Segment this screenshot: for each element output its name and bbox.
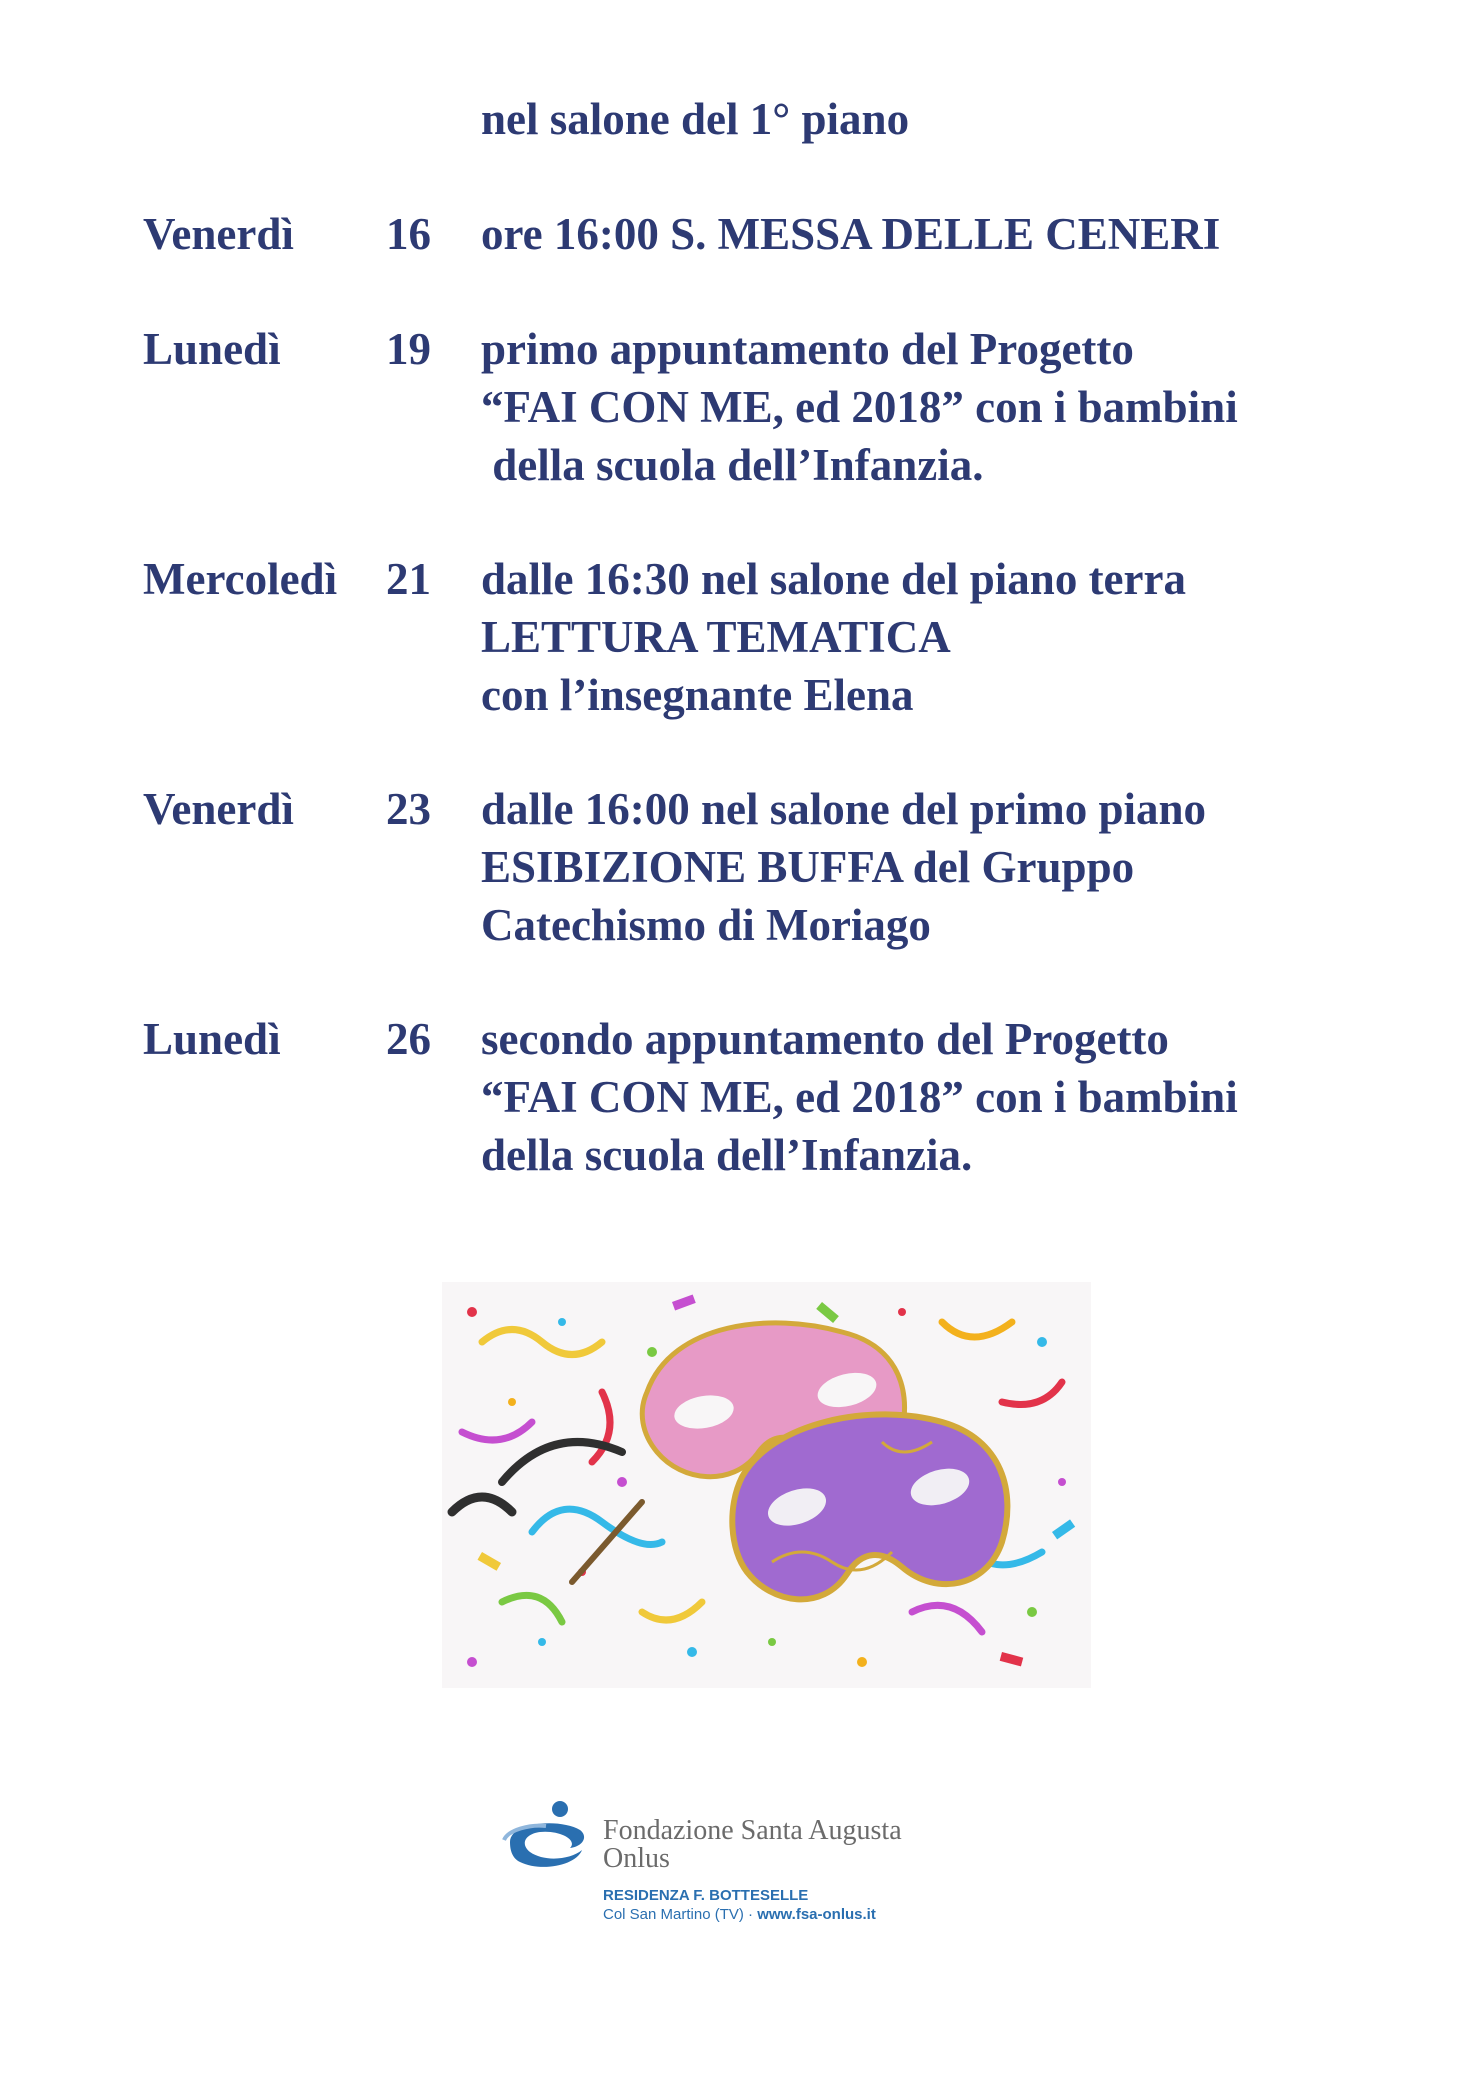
website-link[interactable]: www.fsa-onlus.it <box>757 1906 876 1923</box>
event-day: Lunedì <box>143 1014 281 1064</box>
residence-name: RESIDENZA F. BOTTESELLE <box>603 1887 809 1904</box>
event-description-line: della scuola dell’Infanzia. <box>481 1130 973 1180</box>
event-description-line: LETTURA TEMATICA <box>481 612 951 662</box>
event-day: Lunedì <box>143 324 281 374</box>
event-date-number: 16 <box>386 209 431 259</box>
event-description-line: “FAI CON ME, ed 2018” con i bambini <box>481 382 1238 432</box>
event-date-number: 26 <box>386 1014 431 1064</box>
event-date-number: 23 <box>386 784 431 834</box>
event-description-line: “FAI CON ME, ed 2018” con i bambini <box>481 1072 1238 1122</box>
event-date-number: 21 <box>386 554 431 604</box>
fondazione-logo-icon <box>500 1800 592 1870</box>
event-description-line: ESIBIZIONE BUFFA del Gruppo <box>481 842 1135 892</box>
event-description-line: ore 16:00 S. MESSA DELLE CENERI <box>481 209 1221 259</box>
organization-suffix: Onlus <box>603 1843 670 1874</box>
event-day: Mercoledì <box>143 554 338 604</box>
event-description-line: Catechismo di Moriago <box>481 900 931 950</box>
carnival-masks-image <box>442 1282 1091 1688</box>
intro-line: nel salone del 1° piano <box>481 94 910 144</box>
organization-name: Fondazione Santa Augusta <box>603 1815 902 1846</box>
address-text: Col San Martino (TV) · <box>603 1906 758 1923</box>
event-date-number: 19 <box>386 324 431 374</box>
event-description-line: dalle 16:30 nel salone del piano terra <box>481 554 1186 604</box>
event-description-line: secondo appuntamento del Progetto <box>481 1014 1169 1064</box>
event-day: Venerdì <box>143 784 294 834</box>
event-description-line: dalle 16:00 nel salone del primo piano <box>481 784 1207 834</box>
event-description-line: della scuola dell’Infanzia. <box>481 440 984 490</box>
event-description-line: primo appuntamento del Progetto <box>481 324 1134 374</box>
address-line <box>603 1906 876 1924</box>
event-description-line: con l’insegnante Elena <box>481 670 914 720</box>
event-day: Venerdì <box>143 209 294 259</box>
